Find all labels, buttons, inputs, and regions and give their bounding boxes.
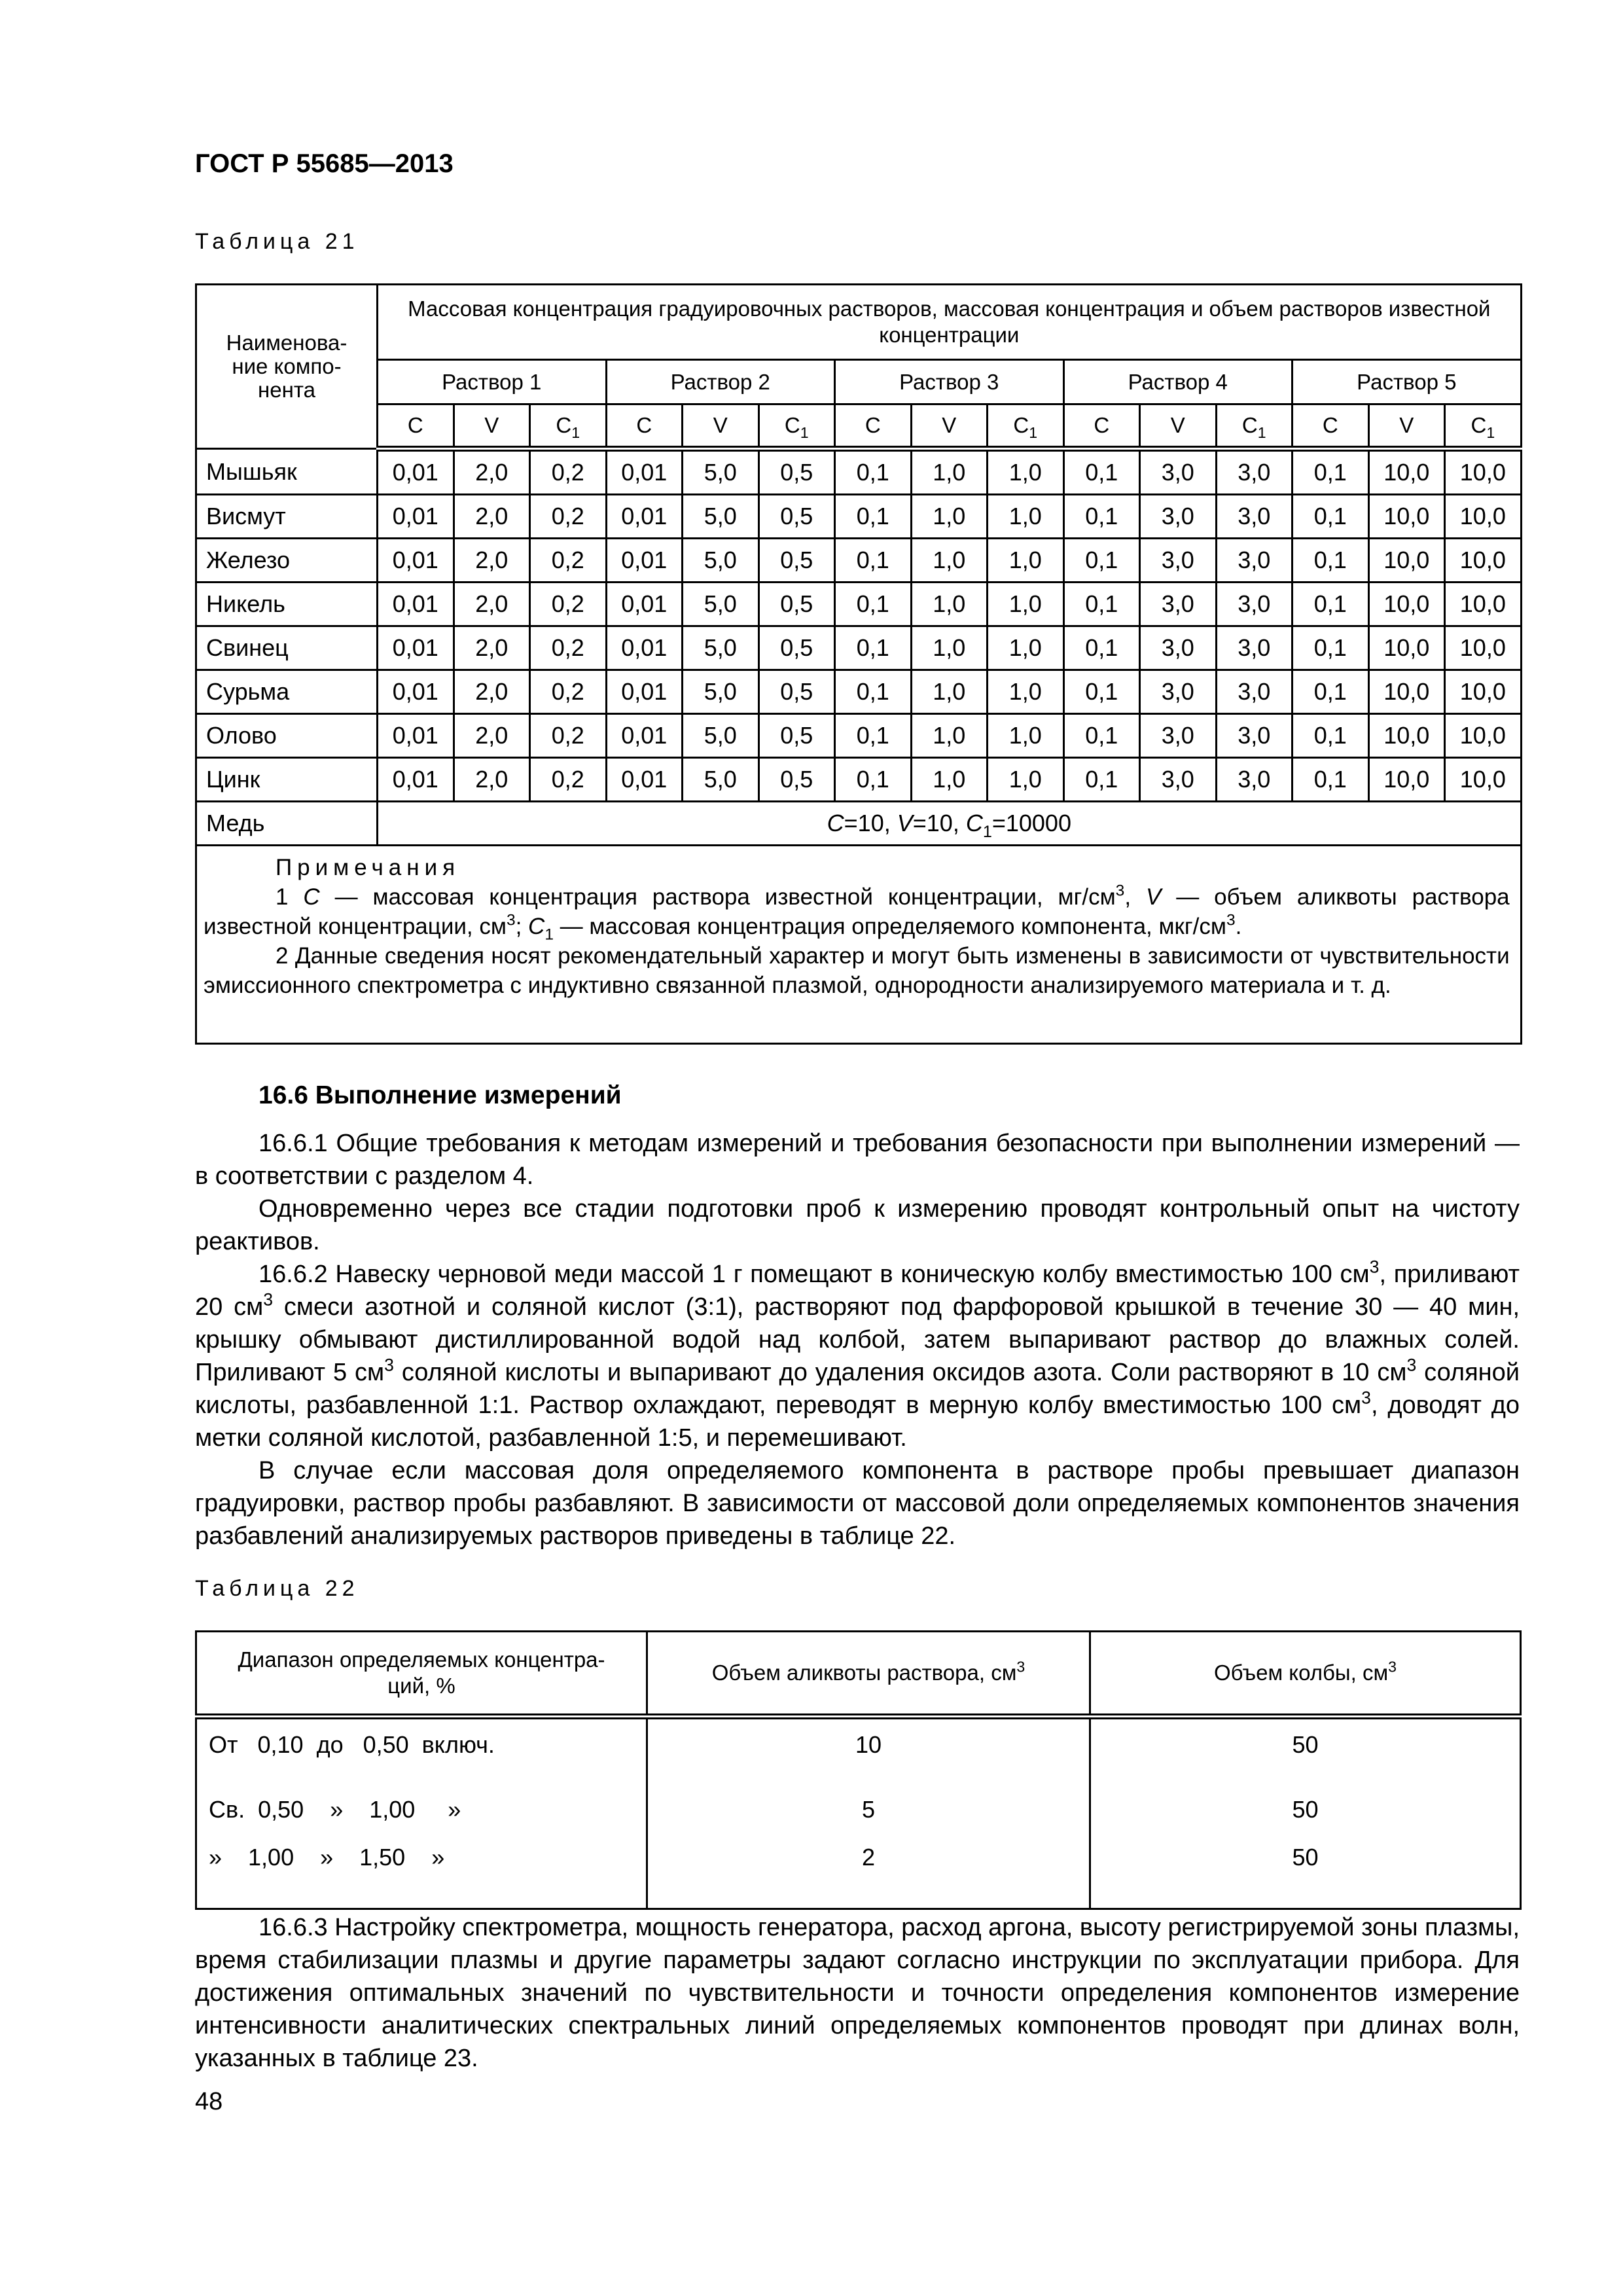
cell-value: 3,0: [1140, 626, 1217, 670]
cell-value: 0,01: [378, 670, 454, 714]
cell-value: 10,0: [1445, 449, 1522, 495]
paragraph-16-6-2: 16.6.2 Навеску черновой меди массой 1 г помещают в коническую колбу вместимостью 100 $см^3$, приливают 20 $см^3$ смеси азотной и соляной кислот (3:1), растворяют под фарфоровой крышкой в течение 30 — 40 мин, крышку обмывают дистиллированной водой над колбой, затем выпаривают раствор до влажных солей. Приливают 5 $см^3$ соляной кислоты и выпаривают до удаления оксидов азота. Соли растворяют в 10 $см^3$ соляной кислоты, разбавленной 1:1. Раствор охлаждают, переводят в мерную колбу вместимостью 100 $см^3$, доводят до метки соляной кислотой, разбавленной 1:5, и перемешивают.: [195, 1257, 1520, 1452]
cell-value: 0,5: [758, 670, 835, 714]
cell-value: 0,01: [606, 583, 683, 626]
cell-value: 0,1: [835, 539, 912, 583]
paragraph-dilution: В случае если массовая доля определяемого компонента в растворе пробы превышает диапазон градуировки, раствор пробы разбавляют. В зависимости от массовой доли определяемых компонентов значения разбавлений анализируемых растворов приведены в таблице 22.: [195, 1457, 1520, 1550]
cell-value: 0,1: [1293, 539, 1369, 583]
note-2: 2 Данные сведения носят рекомендательный характер и могут быть изменены в зависимости от чувствительности эмиссионного спектрометра с индуктивно связанной плазмой, однородности анализируемого материала и т. д.: [204, 943, 1510, 998]
table-row: [196, 758, 1522, 802]
cell-value: 3,0: [1216, 626, 1293, 670]
cell-value: 10,0: [1368, 583, 1445, 626]
cell-value: 1,0: [911, 495, 988, 539]
cell-value: 0,01: [606, 449, 683, 495]
cell-value: 1,0: [911, 449, 988, 495]
cell-value: 10,0: [1445, 495, 1522, 539]
cell-value: 0,5: [758, 626, 835, 670]
table-row: [196, 495, 1522, 539]
subcolumn-header: C: [378, 404, 454, 449]
cell-value: 0,2: [530, 758, 607, 802]
table-21: [195, 283, 1522, 1045]
cell-value: 2,0: [454, 449, 530, 495]
cell-value: 2,0: [454, 583, 530, 626]
cell-value: 0,01: [606, 626, 683, 670]
cell-value: 10,0: [1368, 626, 1445, 670]
document-header: ГОСТ Р 55685—2013: [195, 149, 454, 178]
section-title: 16.6 Выполнение измерений: [259, 1081, 622, 1109]
cell-value: 2,0: [454, 714, 530, 758]
component-name-header: Наименова- ние компо- нента: [196, 285, 378, 449]
paragraph-control: Одновременно через все стадии подготовки проб к измерению проводят контрольный опыт на чистоту реактивов.: [195, 1195, 1520, 1255]
subcolumn-header: $C_1$: [758, 404, 835, 449]
cell-value: 10,0: [1368, 714, 1445, 758]
cell-value: 0,01: [606, 670, 683, 714]
table-21-notes: [196, 846, 1522, 1044]
row-name: Висмут: [196, 495, 378, 539]
cell-value: 1,0: [988, 495, 1064, 539]
cell-value: 0,01: [606, 758, 683, 802]
cell-value: 1,0: [911, 670, 988, 714]
cell-value: 0,1: [1063, 670, 1140, 714]
solution-header-1: Раствор 1: [378, 360, 607, 404]
cell-value: 1,0: [988, 626, 1064, 670]
cell-value: 1,0: [988, 758, 1064, 802]
table-row: [196, 626, 1522, 670]
cell-value: 1,0: [988, 539, 1064, 583]
cell-value: 10,0: [1445, 539, 1522, 583]
header-range: Диапазон определяемых концентраций, %: [196, 1632, 647, 1717]
cell-value: 0,1: [1293, 626, 1369, 670]
cell-value: 1,0: [988, 449, 1064, 495]
cell-value: 1,0: [911, 626, 988, 670]
cell-value: 0,1: [1063, 495, 1140, 539]
paragraph-16-6-3: 16.6.3 Настройку спектрометра, мощность генератора, расход аргона, высоту регистрируемой зоны плазмы, время стабилизации плазмы и другие параметры задают согласно инструкции по эксплуатации прибора. Для достижения оптимальных значений по чувствительности и точности определения компонентов измерение интенсивности аналитических спектральных линий определяемых компонентов проводят при длинах волн, указанных в таблице 23.: [195, 1914, 1520, 2072]
paragraph-16-6-3-block: [195, 1911, 1520, 2075]
paragraph-16-6-1: 16.6.1 Общие требования к методам измерений и требования безопасности при выполнении измерений — в соответствии с разделом 4.: [195, 1130, 1520, 1190]
cell-value: 0,1: [1063, 714, 1140, 758]
cell-value: 0,1: [835, 626, 912, 670]
cell-value: 10,0: [1368, 539, 1445, 583]
solution-header-3: Раствор 3: [835, 360, 1064, 404]
subcolumn-header: C: [606, 404, 683, 449]
table-row: [196, 539, 1522, 583]
cell-value: 0,01: [378, 758, 454, 802]
cell-value: 10,0: [1445, 583, 1522, 626]
cell-value: 0,01: [378, 495, 454, 539]
cell-value: 0,01: [378, 714, 454, 758]
cell-value: 3,0: [1140, 495, 1217, 539]
cell-value: 5,0: [683, 626, 759, 670]
cell-value: 10,0: [1445, 626, 1522, 670]
row-name-copper: Медь: [196, 802, 378, 846]
cell-value: 5,0: [683, 539, 759, 583]
cell-value: 2,0: [454, 758, 530, 802]
subcolumn-header: $C_1$: [1216, 404, 1293, 449]
cell-value: 3,0: [1216, 495, 1293, 539]
cell-value: 0,1: [835, 758, 912, 802]
subcolumn-header: $C_1$: [1445, 404, 1522, 449]
cell-value: 3,0: [1216, 583, 1293, 626]
cell-value: 3,0: [1216, 758, 1293, 802]
cell-value: 0,1: [835, 495, 912, 539]
subcolumn-header: V: [683, 404, 759, 449]
cell-value: 0,1: [1063, 539, 1140, 583]
cell-value: 0,1: [835, 714, 912, 758]
cell-value: 0,1: [1293, 449, 1369, 495]
table-row: [196, 449, 1522, 495]
cell-value: 0,1: [1293, 670, 1369, 714]
cell-value: 3,0: [1140, 449, 1217, 495]
cell-value: 1,0: [911, 758, 988, 802]
cell-value: 0,2: [530, 714, 607, 758]
cell-value: 0,2: [530, 670, 607, 714]
cell-value: 0,2: [530, 626, 607, 670]
cell-value: 5,0: [683, 583, 759, 626]
cell-value: 0,01: [606, 714, 683, 758]
solution-header-2: Раствор 2: [606, 360, 835, 404]
cell-value: 10,0: [1445, 714, 1522, 758]
cell-value: 10,0: [1368, 670, 1445, 714]
cell-value: 0,1: [1063, 758, 1140, 802]
cell-value: 0,1: [1293, 758, 1369, 802]
cell-value: 0,5: [758, 539, 835, 583]
cell-value: 5,0: [683, 449, 759, 495]
solution-header-4: Раствор 4: [1063, 360, 1293, 404]
table-row: От 0,10 до 0,50 включ. 10 50: [196, 1717, 1521, 1784]
copper-values: C=10, V=10, $C_1=10000$: [378, 802, 1522, 846]
cell-value: 0,5: [758, 758, 835, 802]
cell-value: 0,1: [1293, 583, 1369, 626]
cell-value: 1,0: [988, 670, 1064, 714]
row-name: Железо: [196, 539, 378, 583]
row-name: Сурьма: [196, 670, 378, 714]
cell-value: 2,0: [454, 670, 530, 714]
cell-value: 0,5: [758, 449, 835, 495]
cell-value: 10,0: [1445, 758, 1522, 802]
table-row: [196, 583, 1522, 626]
cell-value: 10,0: [1445, 670, 1522, 714]
note-1: 1 C — массовая концентрация раствора известной концентрации, $мг/см^3$, V — объем аликвоты раствора известной концентрации, $см^3$; $C_1$ — массовая концентрация определяемого компонента, мкг/$см^3$.: [204, 882, 1510, 944]
table-row: [196, 714, 1522, 758]
page-number: 48: [195, 2088, 223, 2115]
subcolumn-header: C: [1293, 404, 1369, 449]
cell-value: 3,0: [1140, 670, 1217, 714]
cell-value: 1,0: [911, 714, 988, 758]
row-name: Свинец: [196, 626, 378, 670]
cell-value: 5,0: [683, 714, 759, 758]
cell-value: 0,5: [758, 495, 835, 539]
cell-value: 0,1: [1063, 449, 1140, 495]
cell-value: 0,1: [835, 670, 912, 714]
header-aliquot: Объем аликвоты раствора, $см^3$: [647, 1632, 1090, 1717]
cell-value: 1,0: [988, 714, 1064, 758]
section-body: [195, 1127, 1520, 1552]
subcolumn-header: C: [835, 404, 912, 449]
table-22-caption: Таблица 22: [195, 1576, 359, 1601]
cell-value: 0,2: [530, 449, 607, 495]
cell-value: 0,2: [530, 495, 607, 539]
table-21-caption: Таблица 21: [195, 229, 359, 254]
row-name: Мышьяк: [196, 449, 378, 495]
cell-value: 0,2: [530, 539, 607, 583]
cell-value: 0,01: [378, 449, 454, 495]
row-name: Никель: [196, 583, 378, 626]
table-row: Св. 0,50 » 1,00 » 5 50: [196, 1784, 1521, 1836]
group-header: Массовая концентрация градуировочных растворов, массовая концентрация и объем растворов известной концентрации: [378, 285, 1522, 360]
notes-title: Примечания: [276, 855, 461, 880]
cell-value: 10,0: [1368, 495, 1445, 539]
table-22: [195, 1630, 1522, 1910]
subcolumn-header: V: [911, 404, 988, 449]
subcolumn-header: C: [1063, 404, 1140, 449]
cell-value: 3,0: [1216, 670, 1293, 714]
cell-value: 3,0: [1140, 539, 1217, 583]
cell-value: 3,0: [1140, 758, 1217, 802]
cell-value: 0,01: [378, 626, 454, 670]
cell-value: 0,1: [1063, 626, 1140, 670]
subcolumn-header: $C_1$: [530, 404, 607, 449]
cell-value: 0,01: [606, 539, 683, 583]
row-name: Цинк: [196, 758, 378, 802]
subcolumn-header: V: [1368, 404, 1445, 449]
cell-value: 3,0: [1140, 714, 1217, 758]
cell-value: 2,0: [454, 495, 530, 539]
cell-value: 0,1: [835, 583, 912, 626]
cell-value: 0,5: [758, 583, 835, 626]
solution-header-5: Раствор 5: [1293, 360, 1522, 404]
cell-value: 0,01: [606, 495, 683, 539]
header-flask: Объем колбы, $см^3$: [1090, 1632, 1521, 1717]
cell-value: 10,0: [1368, 758, 1445, 802]
subcolumn-header: V: [1140, 404, 1217, 449]
cell-value: 5,0: [683, 758, 759, 802]
cell-value: 0,5: [758, 714, 835, 758]
cell-value: 0,01: [378, 583, 454, 626]
cell-value: 2,0: [454, 539, 530, 583]
cell-value: 0,1: [1293, 495, 1369, 539]
cell-value: 3,0: [1216, 539, 1293, 583]
subcolumn-header: V: [454, 404, 530, 449]
table-row: [196, 670, 1522, 714]
cell-value: 2,0: [454, 626, 530, 670]
row-name: Олово: [196, 714, 378, 758]
cell-value: 1,0: [988, 583, 1064, 626]
cell-value: 5,0: [683, 495, 759, 539]
cell-value: 1,0: [911, 539, 988, 583]
cell-value: 3,0: [1216, 449, 1293, 495]
cell-value: 0,01: [378, 539, 454, 583]
cell-value: 0,1: [1063, 583, 1140, 626]
cell-value: 0,1: [835, 449, 912, 495]
cell-value: 0,1: [1293, 714, 1369, 758]
cell-value: 10,0: [1368, 449, 1445, 495]
cell-value: 0,2: [530, 583, 607, 626]
cell-value: 3,0: [1216, 714, 1293, 758]
cell-value: 1,0: [911, 583, 988, 626]
table-row: » 1,00 » 1,50 » 2 50: [196, 1836, 1521, 1909]
subcolumn-header: $C_1$: [988, 404, 1064, 449]
cell-value: 3,0: [1140, 583, 1217, 626]
cell-value: 5,0: [683, 670, 759, 714]
